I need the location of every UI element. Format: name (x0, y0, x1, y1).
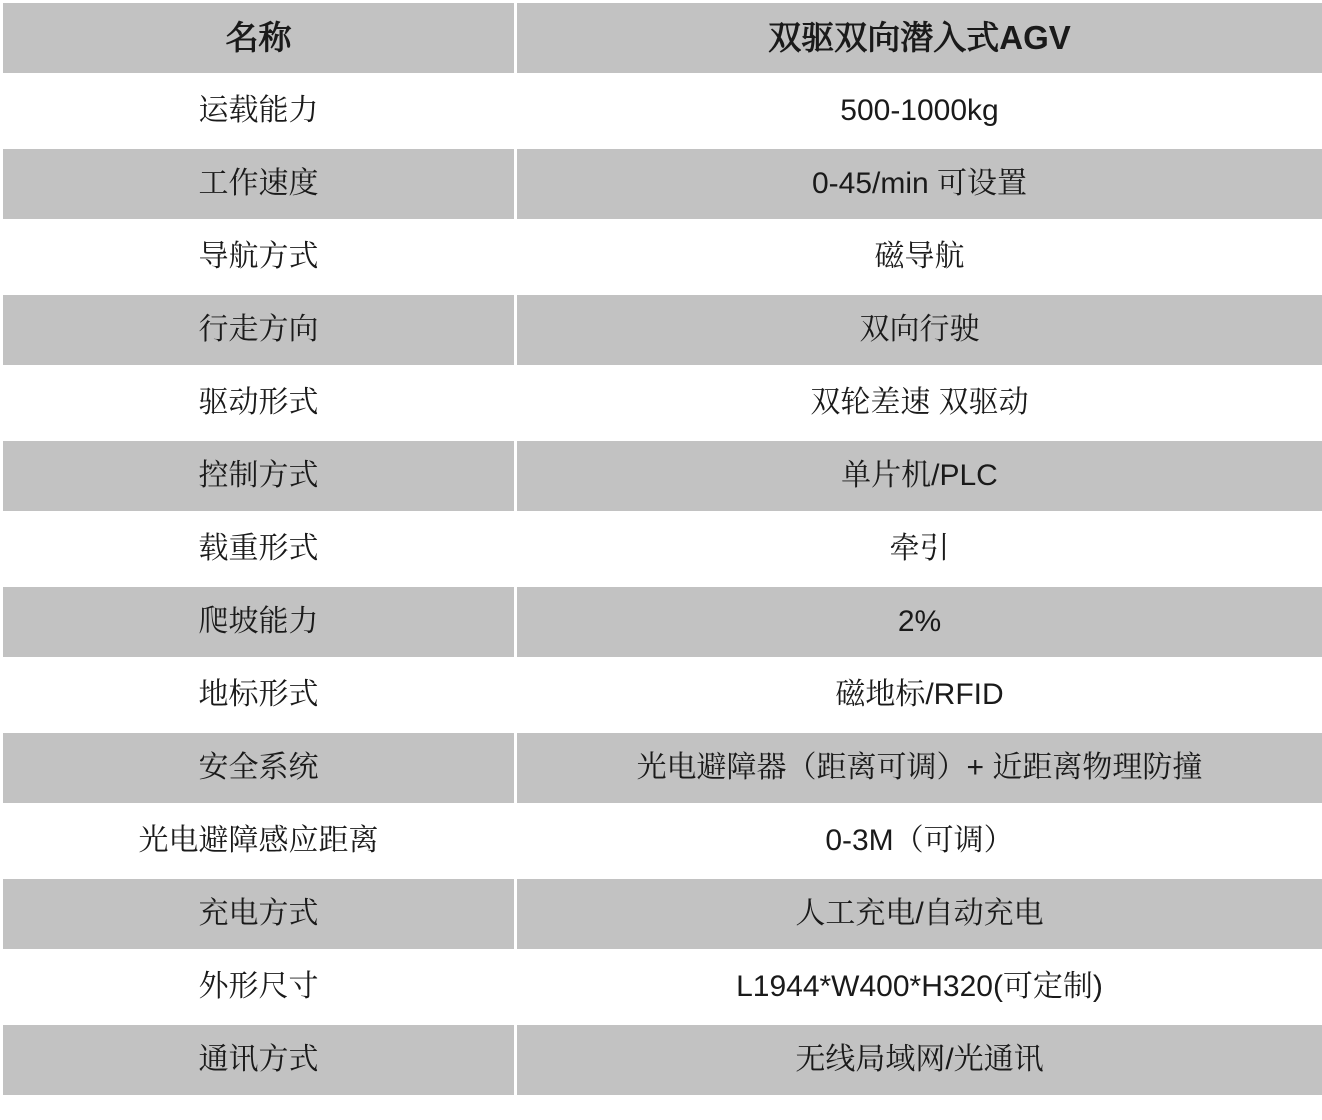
row-value-cell: 牵引 (516, 513, 1322, 586)
table-row (2, 367, 1322, 440)
table-row (2, 294, 1322, 367)
row-value-cell: 双轮差速 双驱动 (516, 367, 1322, 440)
row-value-cell: 500-1000kg (516, 75, 1322, 148)
row-label-cell: 地标形式 (2, 659, 516, 732)
table-row (2, 659, 1322, 732)
table-body (2, 2, 1322, 1097)
row-value-cell: 光电避障器（距离可调）+ 近距离物理防撞 (516, 732, 1322, 805)
table-row (2, 732, 1322, 805)
table-row (2, 805, 1322, 878)
table-row (2, 513, 1322, 586)
table-row (2, 878, 1322, 951)
header-label-cell: 名称 (2, 2, 516, 75)
row-label-cell: 载重形式 (2, 513, 516, 586)
table-header-row (2, 2, 1322, 75)
row-label-cell: 行走方向 (2, 294, 516, 367)
row-value-cell: 0-3M（可调） (516, 805, 1322, 878)
table-row (2, 1024, 1322, 1097)
row-value-cell: 2% (516, 586, 1322, 659)
row-label-cell: 工作速度 (2, 148, 516, 221)
table-row (2, 221, 1322, 294)
row-value-cell: 双向行驶 (516, 294, 1322, 367)
row-label-cell: 通讯方式 (2, 1024, 516, 1097)
row-value-cell: L1944*W400*H320(可定制) (516, 951, 1322, 1024)
row-value-cell: 0-45/min 可设置 (516, 148, 1322, 221)
row-label-cell: 外形尺寸 (2, 951, 516, 1024)
row-label-cell: 光电避障感应距离 (2, 805, 516, 878)
table-row (2, 148, 1322, 221)
table-row (2, 951, 1322, 1024)
row-label-cell: 爬坡能力 (2, 586, 516, 659)
row-label-cell: 导航方式 (2, 221, 516, 294)
row-label-cell: 驱动形式 (2, 367, 516, 440)
row-label-cell: 控制方式 (2, 440, 516, 513)
row-value-cell: 磁导航 (516, 221, 1322, 294)
header-value-cell: 双驱双向潜入式AGV (516, 2, 1322, 75)
row-label-cell: 安全系统 (2, 732, 516, 805)
table-row (2, 586, 1322, 659)
row-value-cell: 单片机/PLC (516, 440, 1322, 513)
row-value-cell: 磁地标/RFID (516, 659, 1322, 732)
row-value-cell: 人工充电/自动充电 (516, 878, 1322, 951)
row-label-cell: 充电方式 (2, 878, 516, 951)
table-row (2, 440, 1322, 513)
table-row (2, 75, 1322, 148)
row-label-cell: 运载能力 (2, 75, 516, 148)
row-value-cell: 无线局域网/光通讯 (516, 1024, 1322, 1097)
